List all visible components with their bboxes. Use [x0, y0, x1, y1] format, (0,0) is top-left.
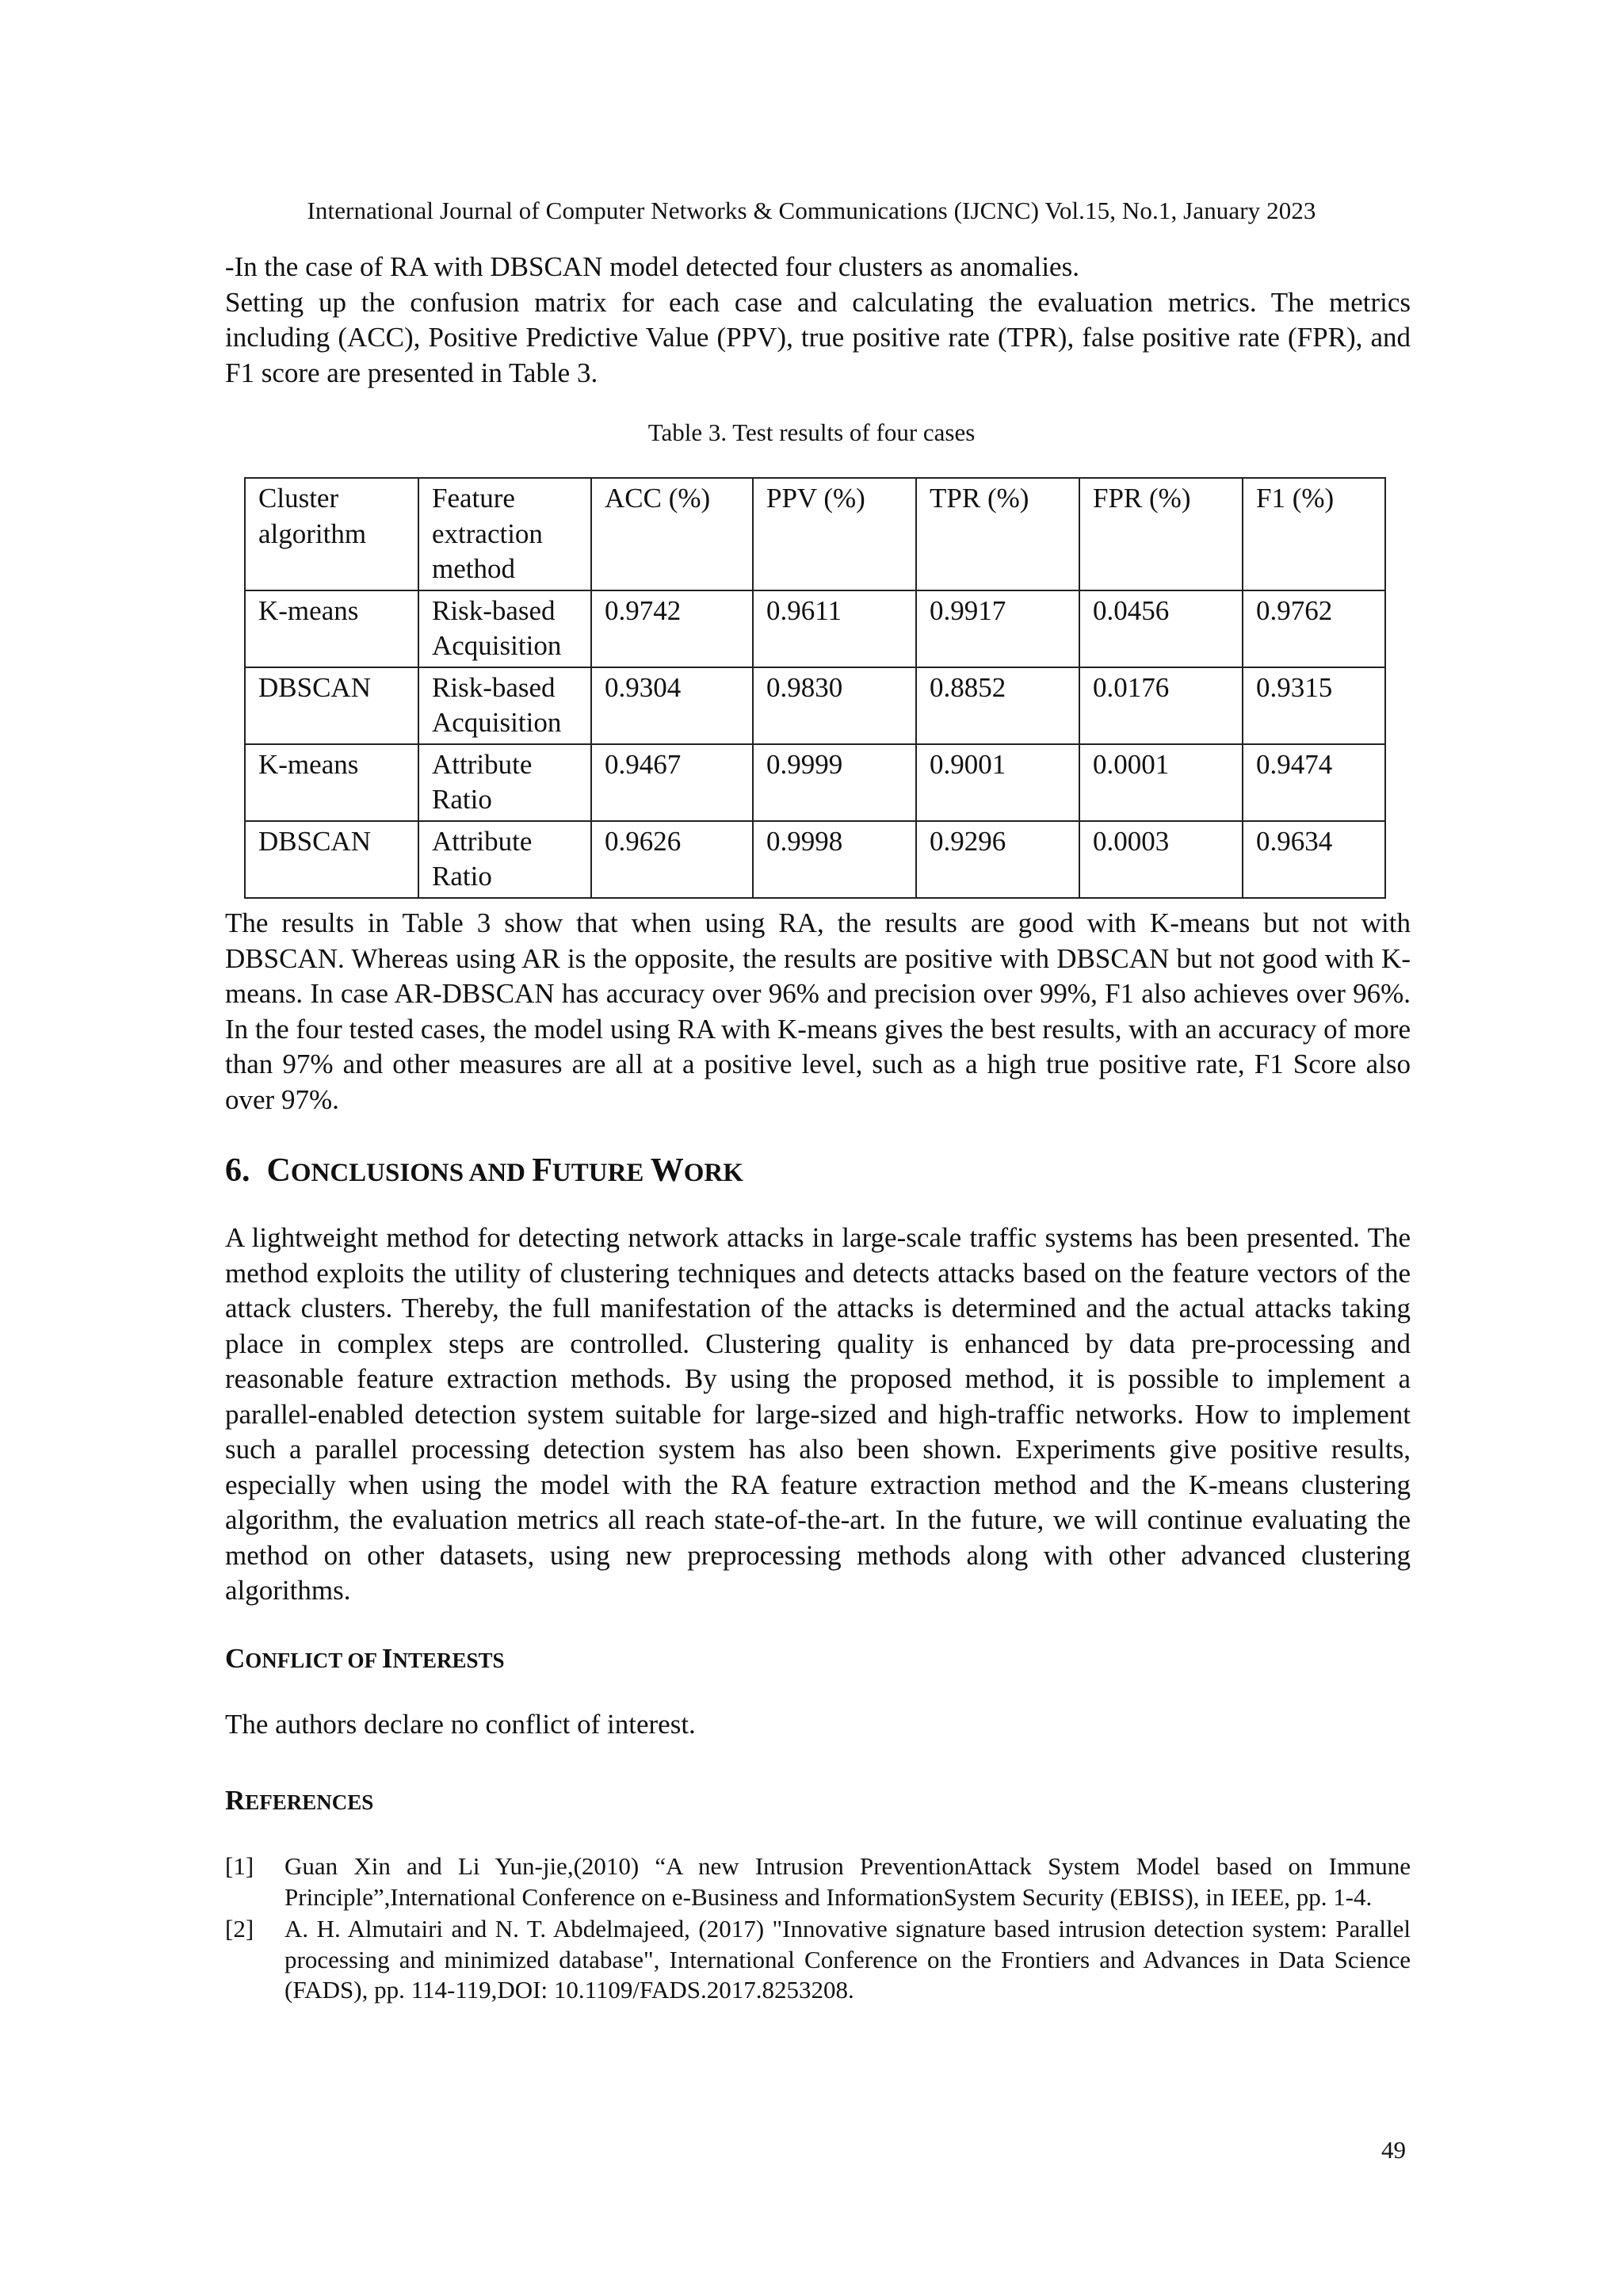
- table-row: [245, 667, 1385, 744]
- table-cell: 0.0001: [1079, 744, 1243, 821]
- table-cell: 0.9830: [753, 667, 916, 744]
- intro-block: [225, 250, 1411, 391]
- header-cell: TPR (%): [916, 478, 1079, 590]
- results-paragraph: The results in Table 3 show that when using RA, the results are good with K-means but not with DBSCAN. Whereas using AR is the opposite, the results are positive with DBSCAN but not good with K-means. In case AR-DBSCAN has accuracy over 96% and precision over 99%, F1 also achieves over 96%. In the four tested cases, the model using RA with K-means gives the best results, with an accuracy of more than 97% and other measures are all at a positive level, such as a high true positive rate, F1 Score also over 97%.: [225, 907, 1411, 1115]
- table-row: [245, 744, 1385, 821]
- header-cell: Cluster algorithm: [245, 478, 418, 590]
- reference-number: [2]: [225, 1915, 254, 1943]
- table-cell: Attribute Ratio: [418, 821, 591, 898]
- table-cell: 0.9611: [753, 590, 916, 667]
- table-cell: DBSCAN: [245, 821, 418, 898]
- table-cell: 0.0176: [1079, 667, 1243, 744]
- section-number: 6.: [225, 1152, 250, 1189]
- table-cell: 0.0456: [1079, 590, 1243, 667]
- table-cell: 0.9762: [1243, 590, 1385, 667]
- intro-line: -In the case of RA with DBSCAN model detected four clusters as anomalies.: [225, 251, 1079, 282]
- table-cell: 0.9296: [916, 821, 1079, 898]
- conclusions-block: [225, 1221, 1411, 1609]
- reference-item: [225, 1851, 1411, 1912]
- references-list: [225, 1851, 1411, 2008]
- table-header-row: [245, 478, 1385, 590]
- reference-text: A. H. Almutairi and N. T. Abdelmajeed, (2017) "Innovative signature based intrusion detection system: Parallel processing and minimized database", International Conference on the Frontiers and Advances in Data Science (FADS), pp. 114-119,DOI: 10.1109/FADS.2017.8253208.: [285, 1915, 1411, 2004]
- table-cell: 0.9474: [1243, 744, 1385, 821]
- section-title-part: ONCLUSIONS AND: [290, 1159, 533, 1187]
- header-cell: F1 (%): [1243, 478, 1385, 590]
- table-row: [245, 590, 1385, 667]
- section-title-part: ORK: [683, 1159, 743, 1187]
- section-title-part: C: [266, 1152, 291, 1189]
- conflict-title-part: NTERESTS: [392, 1648, 505, 1672]
- results-block: [225, 906, 1411, 1117]
- header-cell: PPV (%): [753, 478, 916, 590]
- conflict-title-part: ONFLICT OF: [245, 1648, 382, 1672]
- results-table: [244, 477, 1386, 899]
- reference-text: Guan Xin and Li Yun-jie,(2010) “A new Intrusion PreventionAttack System Model based on Immune Principle”,International Conference on e-Business and InformationSystem Security (EBISS), in IEEE, pp. 1-4.: [285, 1852, 1411, 1911]
- conflict-block: [225, 1707, 1411, 1743]
- table-row: [245, 821, 1385, 898]
- section-title-part: F: [532, 1152, 552, 1189]
- header-cell: ACC (%): [591, 478, 753, 590]
- conflict-title-part: I: [381, 1643, 393, 1674]
- conflict-text: The authors declare no conflict of interest.: [225, 1709, 696, 1740]
- table-cell: 0.9742: [591, 590, 753, 667]
- table-caption: Table 3. Test results of four cases: [647, 418, 976, 446]
- table-cell: Attribute Ratio: [418, 744, 591, 821]
- section-heading: [225, 1152, 743, 1190]
- intro-paragraph: Setting up the confusion matrix for each case and calculating the evaluation metrics. The metrics including (ACC), Positive Predictive Value (PPV), true positive rate (TPR), false positive rate (FPR), and F1 score are presented in Table 3.: [225, 286, 1411, 388]
- section-title-part: W: [650, 1152, 684, 1189]
- table-cell: 0.9001: [916, 744, 1079, 821]
- table-cell: 0.0003: [1079, 821, 1243, 898]
- reference-item: [225, 1914, 1411, 2006]
- table-cell: 0.9999: [753, 744, 916, 821]
- table-cell: Risk-based Acquisition: [418, 667, 591, 744]
- conclusions-paragraph: A lightweight method for detecting network attacks in large-scale traffic systems has been presented. The method exploits the utility of clustering techniques and detects attacks based on the feature vectors of the attack clusters. Thereby, the full manifestation of the attacks is determined and the actual attacks taking place in complex steps are controlled. Clustering quality is enhanced by data pre-processing and reasonable feature extraction methods. By using the proposed method, it is possible to implement a parallel-enabled detection system suitable for large-sized and high-traffic networks. How to implement such a parallel processing detection system has also been shown. Experiments give positive results, especially when using the model with the RA feature extraction method and the K-means clustering algorithm, the evaluation metrics all reach state-of-the-art. In the future, we will continue evaluating the method on other datasets, using new preprocessing methods along with other advanced clustering algorithms.: [225, 1222, 1411, 1606]
- table-cell: DBSCAN: [245, 667, 418, 744]
- references-title-part: EFERENCES: [245, 1790, 374, 1814]
- reference-number: [1]: [225, 1852, 254, 1880]
- header-cell: FPR (%): [1079, 478, 1243, 590]
- table-cell: 0.9917: [916, 590, 1079, 667]
- table-cell: 0.8852: [916, 667, 1079, 744]
- references-title-part: R: [225, 1785, 246, 1816]
- table-cell: 0.9467: [591, 744, 753, 821]
- table-cell: K-means: [245, 590, 418, 667]
- running-head: International Journal of Computer Networks & Communications (IJCNC) Vol.15, No.1, January 2023: [307, 197, 1316, 224]
- table-cell: Risk-based Acquisition: [418, 590, 591, 667]
- header-cell: Feature extraction method: [418, 478, 591, 590]
- table-cell: 0.9304: [591, 667, 753, 744]
- table-cell: 0.9998: [753, 821, 916, 898]
- table-cell: K-means: [245, 744, 418, 821]
- conflict-title-part: C: [225, 1643, 246, 1674]
- references-heading: [225, 1785, 373, 1817]
- table-cell: 0.9315: [1243, 667, 1385, 744]
- section-title-part: UTURE: [552, 1159, 651, 1187]
- table-cell: 0.9634: [1243, 821, 1385, 898]
- conflict-heading: [225, 1643, 505, 1675]
- table-cell: 0.9626: [591, 821, 753, 898]
- page-number: 49: [1381, 2136, 1406, 2164]
